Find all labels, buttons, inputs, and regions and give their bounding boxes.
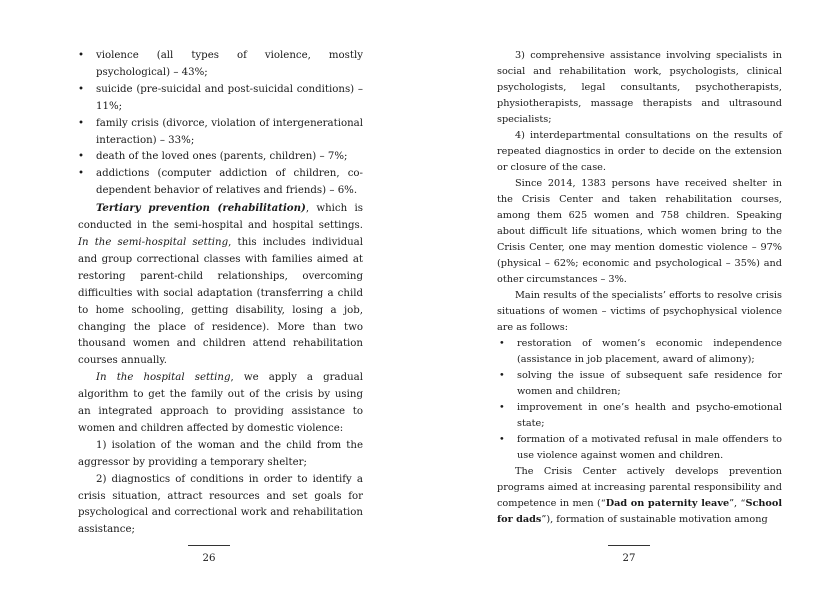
paragraph-text: The Crisis Center actively develops prevention programs aimed at increasing parental responsibility and competence in men (“: [497, 466, 782, 509]
hospital-setting-emphasis: In the hospital setting: [96, 372, 231, 384]
paragraph-text: , which is conducted in the semi-hospital and hospital settings.: [78, 203, 363, 232]
paragraph-step-3: 3) comprehensive assistance involving specialists in social and rehabilitation work, psychologists, clinical psychologists, legal consultants, psychotherapists, physiotherapists, massage therapists and ultrasound specialists;: [497, 50, 782, 125]
list-item: • solving the issue of subsequent safe residence for women and children;: [499, 368, 782, 400]
list-item: • violence (all types of violence, mostly psychological) – 43%;: [78, 48, 363, 82]
list-item: • restoration of women’s economic independence (assistance in job placement, award of alimony);: [499, 336, 782, 368]
left-page: [78, 48, 363, 539]
paragraph-step-1: 1) isolation of the woman and the child from the aggressor by providing a temporary shelter;: [78, 439, 363, 468]
footer-rule: [608, 545, 650, 546]
paragraph-text: ”), formation of sustainable motivation among: [541, 514, 768, 525]
paragraph-step-2: 2) diagnostics of conditions in order to identify a crisis situation, attract resources and set goals for psychological and correctional work and rehabilitation assistance;: [78, 473, 363, 536]
paragraph-text: , we apply a gradual algorithm to get the family out of the crisis by using an integrated approach to providing assistance to women and children affected by domestic violence:: [78, 372, 363, 434]
paragraph-main-results: Main results of the specialists’ efforts to resolve crisis situations of women – victims of psychophysical violence are as follows:: [497, 290, 782, 333]
list-item: • family crisis (divorce, violation of intergenerational interaction) – 33%;: [78, 116, 363, 150]
paragraph-tertiary-prevention: [78, 200, 363, 370]
list-item: • suicide (pre-suicidal and post-suicidal conditions) – 11%;: [78, 82, 363, 116]
paragraph-step-4: 4) interdepartmental consultations on the results of repeated diagnostics in order to decide on the extension or closure of the case.: [497, 130, 782, 173]
list-item: • death of the loved ones (parents, children) – 7%;: [78, 149, 363, 166]
program-name-dad: Dad on paternity leave: [605, 498, 730, 509]
footer-rule: [188, 545, 230, 546]
list-item: • formation of a motivated refusal in male offenders to use violence against women and children.: [499, 432, 782, 464]
paragraph-statistics: Since 2014, 1383 persons have received shelter in the Crisis Center and taken rehabilitation courses, among them 625 women and 758 children. Speaking about difficult life situations, which women bring to the Crisis Center, one may mention domestic violence – 97% (physical – 62%; economic and psychological – 35%) and other circumstances – 3%.: [497, 178, 782, 285]
page-number-right: 27: [622, 553, 636, 564]
right-page: [497, 48, 782, 528]
paragraph-text: , this includes individual and group correctional classes with families aimed at restoring parent-child relationships, overcoming difficulties with social adaptation (transferring a child to home schooling, getting disability, losing a job, changing the place of residence). More than two thousand women and children attend rehabilitation courses annually.: [78, 236, 363, 367]
right-bullet-list: [497, 336, 782, 464]
list-item: • improvement in one’s health and psycho-emotional state;: [499, 400, 782, 432]
program-name-school: School for dads: [497, 498, 782, 525]
paragraph-prevention-programs: [497, 464, 782, 528]
paragraph-text: ”, “: [729, 498, 746, 509]
list-item: • addictions (computer addiction of children, co-dependent behavior of relatives and friends) – 6%.: [78, 166, 363, 200]
left-bullet-list: [78, 48, 363, 200]
tertiary-prevention-heading: Tertiary prevention (rehabilitation): [96, 202, 306, 215]
paragraph-hospital-setting: [78, 370, 363, 438]
page-number-left: 26: [202, 553, 216, 564]
semi-hospital-emphasis: In the semi-hospital setting: [78, 236, 229, 248]
